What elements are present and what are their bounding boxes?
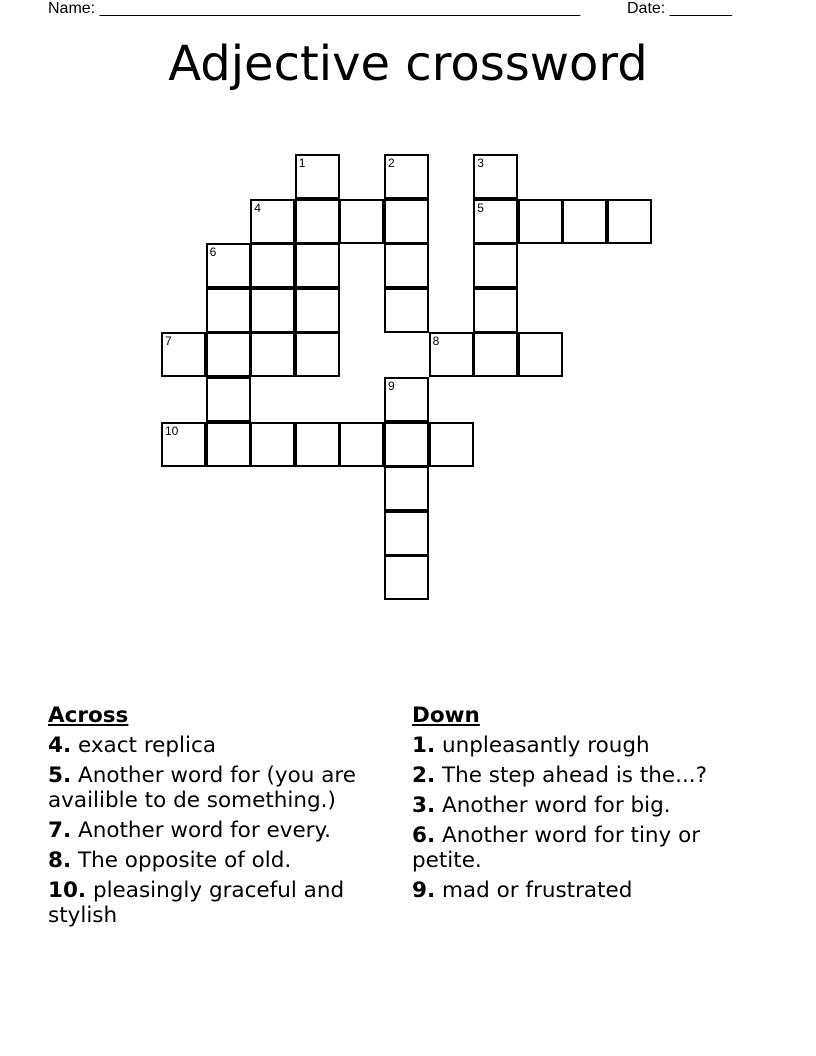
clue-number: 5	[477, 200, 484, 215]
crossword-cell[interactable]	[295, 154, 340, 199]
date-field[interactable]: Date: _______	[627, 0, 732, 17]
crossword-cell[interactable]	[206, 422, 251, 467]
crossword-cell[interactable]	[384, 555, 429, 600]
down-clue: 6. Another word for tiny or petite.	[412, 823, 701, 873]
clue-number: 7	[165, 334, 172, 349]
clue-number: 1	[298, 156, 306, 170]
crossword-cell[interactable]	[384, 466, 429, 511]
crossword-cell[interactable]	[518, 199, 563, 244]
crossword-cell[interactable]	[250, 332, 295, 377]
across-clue: 4. exact replica	[48, 733, 217, 758]
crossword-cell[interactable]	[295, 199, 340, 244]
crossword-cell[interactable]	[250, 422, 295, 467]
crossword-cell[interactable]	[295, 243, 340, 288]
crossword-cell[interactable]	[384, 511, 429, 556]
across-clue: 7. Another word for every.	[48, 818, 332, 843]
crossword-cell[interactable]	[473, 154, 518, 199]
crossword-cell[interactable]	[250, 199, 295, 244]
clue-number: 8	[432, 334, 440, 349]
crossword-cell[interactable]	[384, 199, 429, 244]
across-clue: 10. pleasingly graceful and stylish	[48, 878, 345, 928]
crossword-cell[interactable]	[429, 422, 474, 467]
page-title: Adjective crossword	[168, 36, 648, 92]
crossword-cell[interactable]	[473, 288, 518, 333]
crossword-cell[interactable]	[562, 199, 607, 244]
down-heading: Down	[412, 703, 480, 728]
crossword-cell[interactable]	[206, 288, 251, 333]
crossword-cell[interactable]	[607, 199, 652, 244]
crossword-cell[interactable]	[206, 243, 251, 288]
clue-number: 3	[477, 156, 484, 170]
clue-number: 2	[388, 156, 395, 170]
clue-number: 4	[254, 200, 261, 215]
crossword-cell[interactable]	[473, 332, 518, 377]
crossword-cell[interactable]	[339, 199, 384, 244]
across-clues	[48, 703, 388, 933]
crossword-cell[interactable]	[384, 377, 429, 422]
crossword-cell[interactable]	[250, 288, 295, 333]
crossword-cell[interactable]	[473, 243, 518, 288]
crossword-cell[interactable]	[295, 332, 340, 377]
crossword-cell[interactable]	[384, 243, 429, 288]
crossword-cell[interactable]	[429, 332, 474, 377]
clue-number: 10	[165, 423, 179, 438]
clue-number: 6	[209, 245, 217, 260]
crossword-cell[interactable]	[250, 243, 295, 288]
crossword-cell[interactable]	[161, 422, 206, 467]
crossword-cell[interactable]	[518, 332, 563, 377]
crossword-cell[interactable]	[473, 199, 518, 244]
crossword-cell[interactable]	[384, 422, 429, 467]
down-clue: 1. unpleasantly rough	[412, 733, 650, 758]
crossword-cell[interactable]	[161, 332, 206, 377]
crossword-cell[interactable]	[339, 422, 384, 467]
crossword-cell[interactable]	[206, 332, 251, 377]
crossword-cell[interactable]	[384, 154, 429, 199]
crossword-cell[interactable]	[295, 422, 340, 467]
across-clue: 5. Another word for (you are availible to de something.)	[48, 763, 357, 813]
crossword-cell[interactable]	[206, 377, 251, 422]
across-clue: 8. The opposite of old.	[48, 848, 292, 873]
crossword-cell[interactable]	[295, 288, 340, 333]
clue-number: 9	[388, 379, 395, 393]
down-clue: 3. Another word for big.	[412, 793, 671, 818]
crossword-cell[interactable]	[384, 288, 429, 333]
down-clue: 9. mad or frustrated	[412, 878, 633, 903]
name-field[interactable]: Name: ______________________________________________________	[48, 0, 581, 17]
down-clues	[412, 703, 752, 908]
across-heading: Across	[48, 703, 129, 728]
down-clue: 2. The step ahead is the...?	[412, 763, 708, 788]
